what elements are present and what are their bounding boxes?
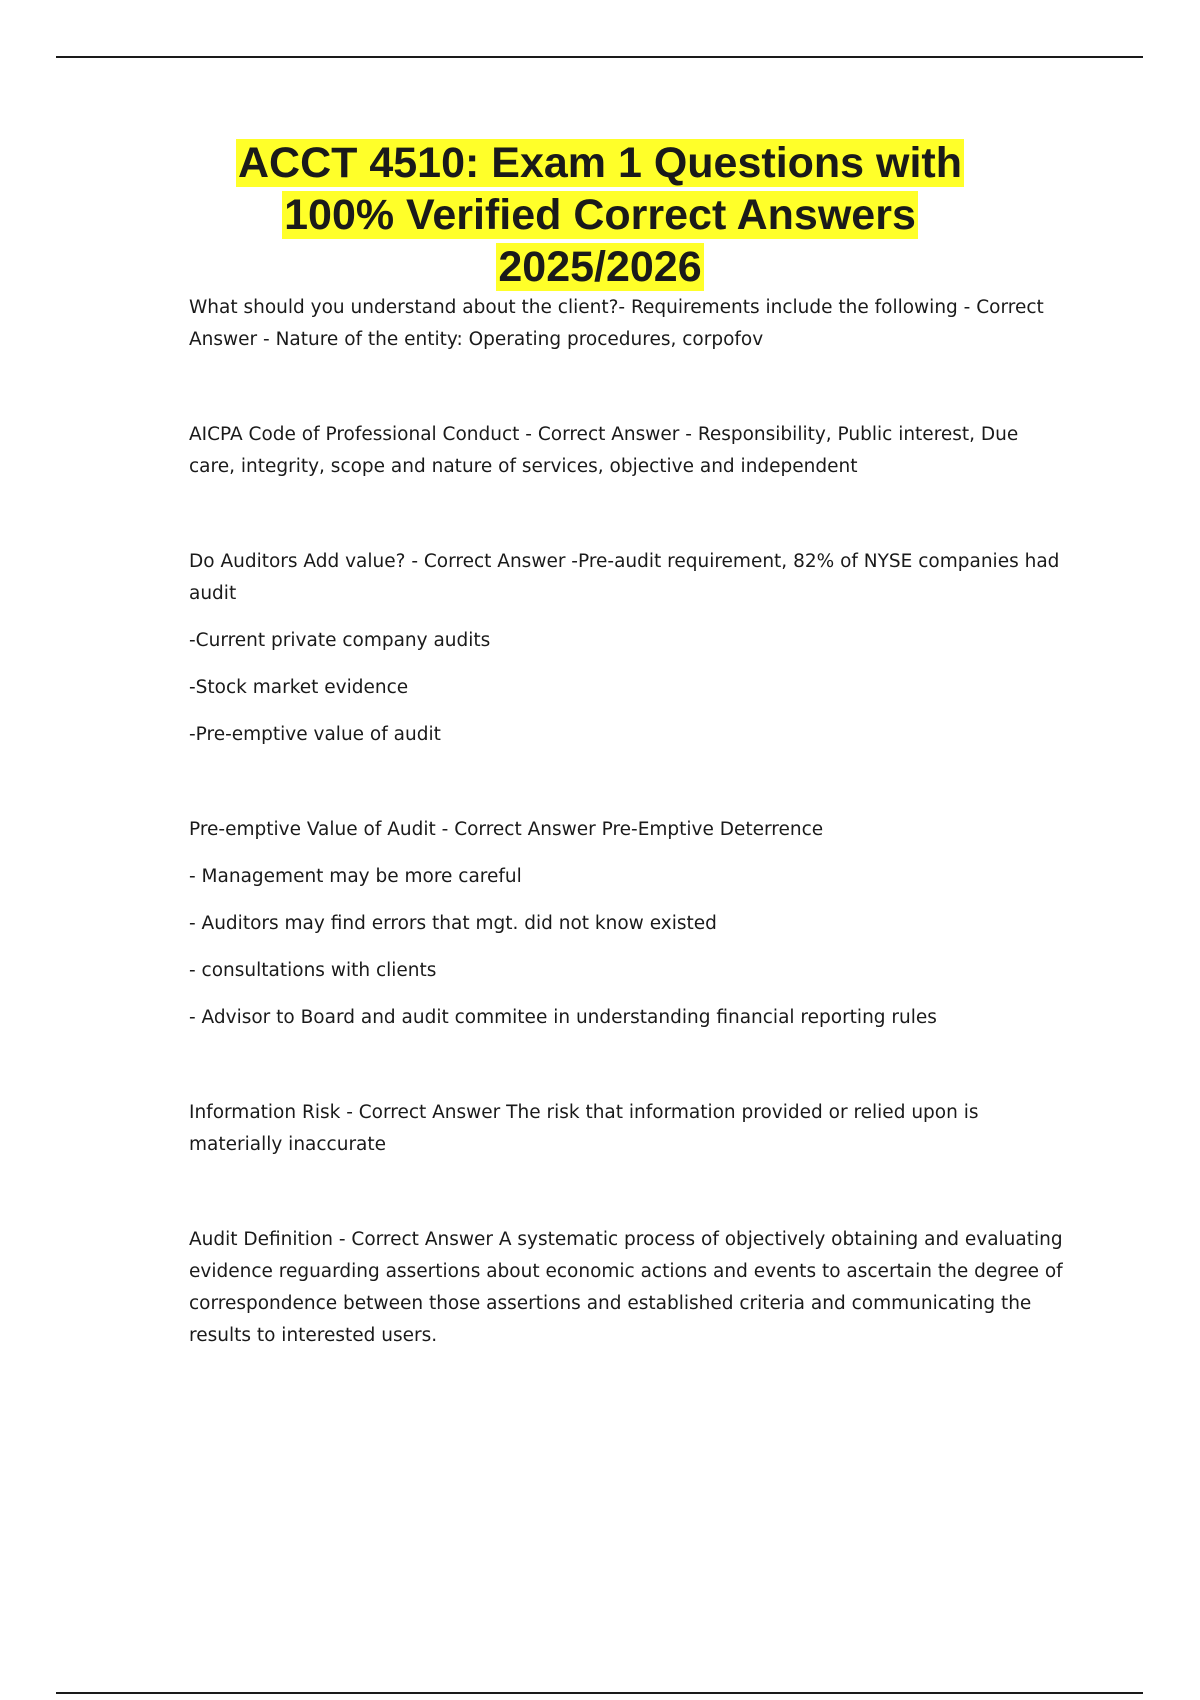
document-title bbox=[150, 137, 1050, 293]
title-line-2: 100% Verified Correct Answers bbox=[284, 191, 916, 239]
qa-bullet: - Advisor to Board and audit commitee in understanding financial reporting rules bbox=[189, 1007, 937, 1028]
qa-bullet: -Pre-emptive value of audit bbox=[189, 724, 441, 745]
qa-text: Do Auditors Add value? - Correct Answer -Pre-audit requirement, 82% of NYSE companies had audit bbox=[189, 551, 1060, 604]
qa-entry-client-understanding bbox=[189, 292, 1069, 356]
bottom-divider bbox=[56, 1692, 1143, 1694]
qa-text: Information Risk - Correct Answer The risk that information provided or relied upon is materially inaccurate bbox=[189, 1102, 979, 1155]
qa-entry-preemptive-value bbox=[189, 814, 1069, 1034]
qa-entry-aicpa-code bbox=[189, 419, 1069, 483]
title-line-3: 2025/2026 bbox=[498, 243, 702, 291]
qa-bullet: -Stock market evidence bbox=[189, 677, 409, 698]
document-body bbox=[189, 292, 1069, 1415]
qa-text: What should you understand about the client?- Requirements include the following - Correct Answer - Nature of the entity: Operating procedures, corpofov bbox=[189, 297, 1044, 350]
qa-entry-auditors-add-value bbox=[189, 546, 1069, 751]
qa-bullet: -Current private company audits bbox=[189, 630, 491, 651]
top-divider bbox=[56, 56, 1143, 58]
qa-bullet: - Auditors may find errors that mgt. did not know existed bbox=[189, 913, 717, 934]
qa-text: Pre-emptive Value of Audit - Correct Answer Pre-Emptive Deterrence bbox=[189, 819, 824, 840]
qa-entry-information-risk bbox=[189, 1097, 1069, 1161]
qa-text: AICPA Code of Professional Conduct - Correct Answer - Responsibility, Public interest, Due care, integrity, scope and nature of services, objective and independent bbox=[189, 424, 1019, 477]
qa-entry-audit-definition bbox=[189, 1224, 1069, 1352]
title-line-1: ACCT 4510: Exam 1 Questions with bbox=[237, 139, 963, 187]
qa-text: Audit Definition - Correct Answer A systematic process of objectively obtaining and evaluating evidence reguarding assertions about economic actions and events to ascertain the degree of correspondence between those assertions and established criteria and communicating the results to interested users. bbox=[189, 1229, 1063, 1346]
qa-bullet: - Management may be more careful bbox=[189, 866, 522, 887]
qa-bullet: - consultations with clients bbox=[189, 960, 437, 981]
